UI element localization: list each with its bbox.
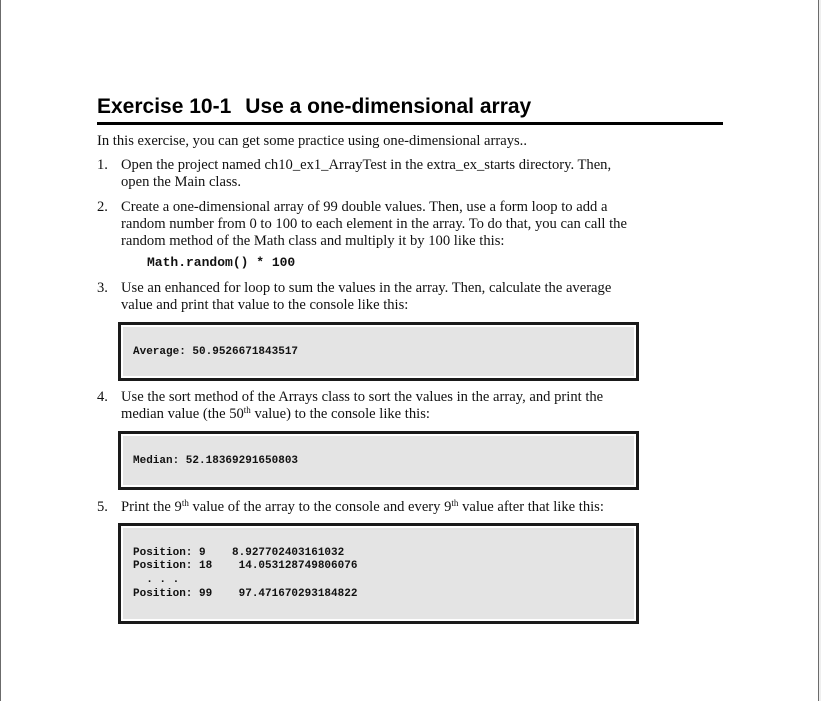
page-left-border: [0, 0, 1, 701]
step-number: 1.: [97, 157, 108, 173]
step-text-part: value after that like this:: [458, 499, 604, 515]
superscript: th: [243, 405, 251, 415]
console-output-positions: [118, 523, 639, 624]
console-line: Median: 52.18369291650803: [133, 455, 299, 467]
console-line: Position: 9 8.927702403161032: [133, 547, 345, 559]
console-line: Position: 18 14.053128749806076: [133, 560, 358, 572]
console-output-median: [118, 431, 639, 490]
step-text: Create a one-dimensional array of 99 double values. Then, use a form loop to add a random number from 0 to 100 to each element in the array. To do that, you can call the random method of the Math class and multiply it by 100 like this:: [121, 199, 627, 249]
step-text: Open the project named ch10_ex1_ArrayTest in the extra_ex_starts directory. Then, open the Main class.: [121, 157, 612, 190]
console-line: . . .: [133, 574, 180, 586]
step-text-part: value) to the console like this:: [250, 406, 430, 422]
step-number: 2.: [97, 199, 108, 215]
exercise-title: Use a one-dimensional array: [245, 95, 532, 118]
step-number: 5.: [97, 499, 108, 515]
exercise-heading: [97, 94, 723, 125]
superscript: th: [181, 498, 189, 508]
console-line: Average: 50.9526671843517: [133, 346, 299, 358]
step-number: 3.: [97, 280, 108, 296]
exercise-number: Exercise 10-1: [97, 95, 232, 118]
console-output-average: [118, 322, 639, 381]
step-text: [121, 499, 651, 516]
step-text: [121, 389, 641, 423]
step-text-part: value of the array to the console and every 9: [188, 499, 452, 515]
step-text-part: Print the 9: [121, 499, 182, 515]
step-number: 4.: [97, 389, 108, 405]
code-snippet: Math.random() * 100: [147, 255, 296, 270]
console-line: Position: 99 97.471670293184822: [133, 588, 358, 600]
superscript: th: [451, 498, 459, 508]
step-text: Use an enhanced for loop to sum the values in the array. Then, calculate the average value and print that value to the console like this:: [121, 280, 612, 313]
step-text-part: Use the sort method of the Arrays class to sort the values in the array, and print the median value (the 50: [121, 389, 604, 422]
intro-paragraph: In this exercise, you can get some practice using one-dimensional arrays..: [97, 133, 527, 149]
